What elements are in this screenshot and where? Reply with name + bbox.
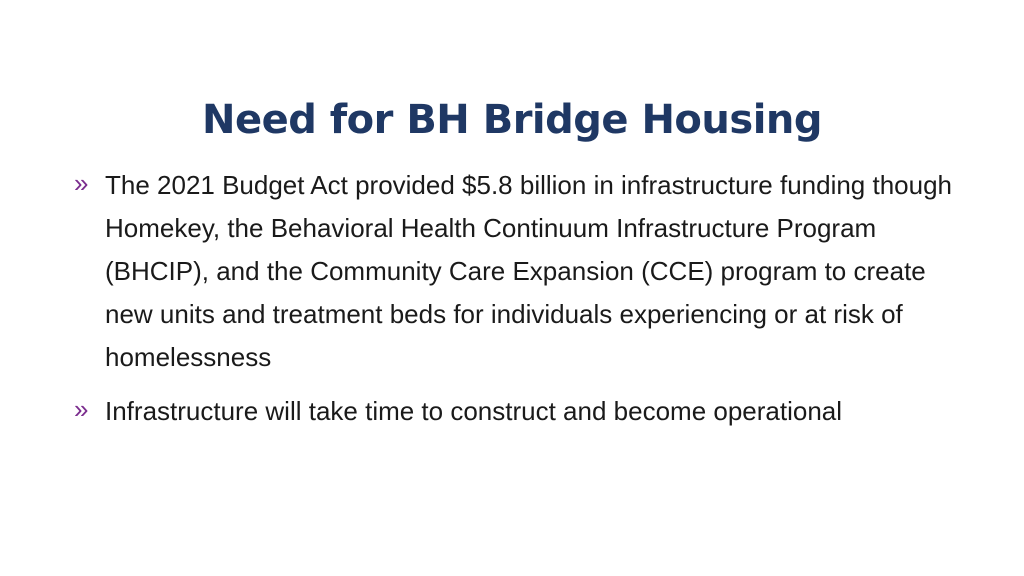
bullet-text: Infrastructure will take time to construct and become operational [105, 396, 843, 426]
chevron-bullet-icon: » [74, 168, 89, 198]
bullet-list [74, 164, 954, 444]
chevron-bullet-icon: » [74, 394, 89, 424]
bullet-item-infrastructure [74, 390, 954, 433]
bullet-text: The 2021 Budget Act provided $5.8 billion in infrastructure funding though Homekey, the Behavioral Health Continuum Infrastructure Program (BHCIP), and the Community Care Expansion (CCE) program to create new units and treatment beds for individuals experiencing or at risk of homelessness [105, 170, 953, 372]
slide-title: Need for BH Bridge Housing [201, 96, 823, 143]
bullet-item-budget-act [74, 164, 954, 379]
